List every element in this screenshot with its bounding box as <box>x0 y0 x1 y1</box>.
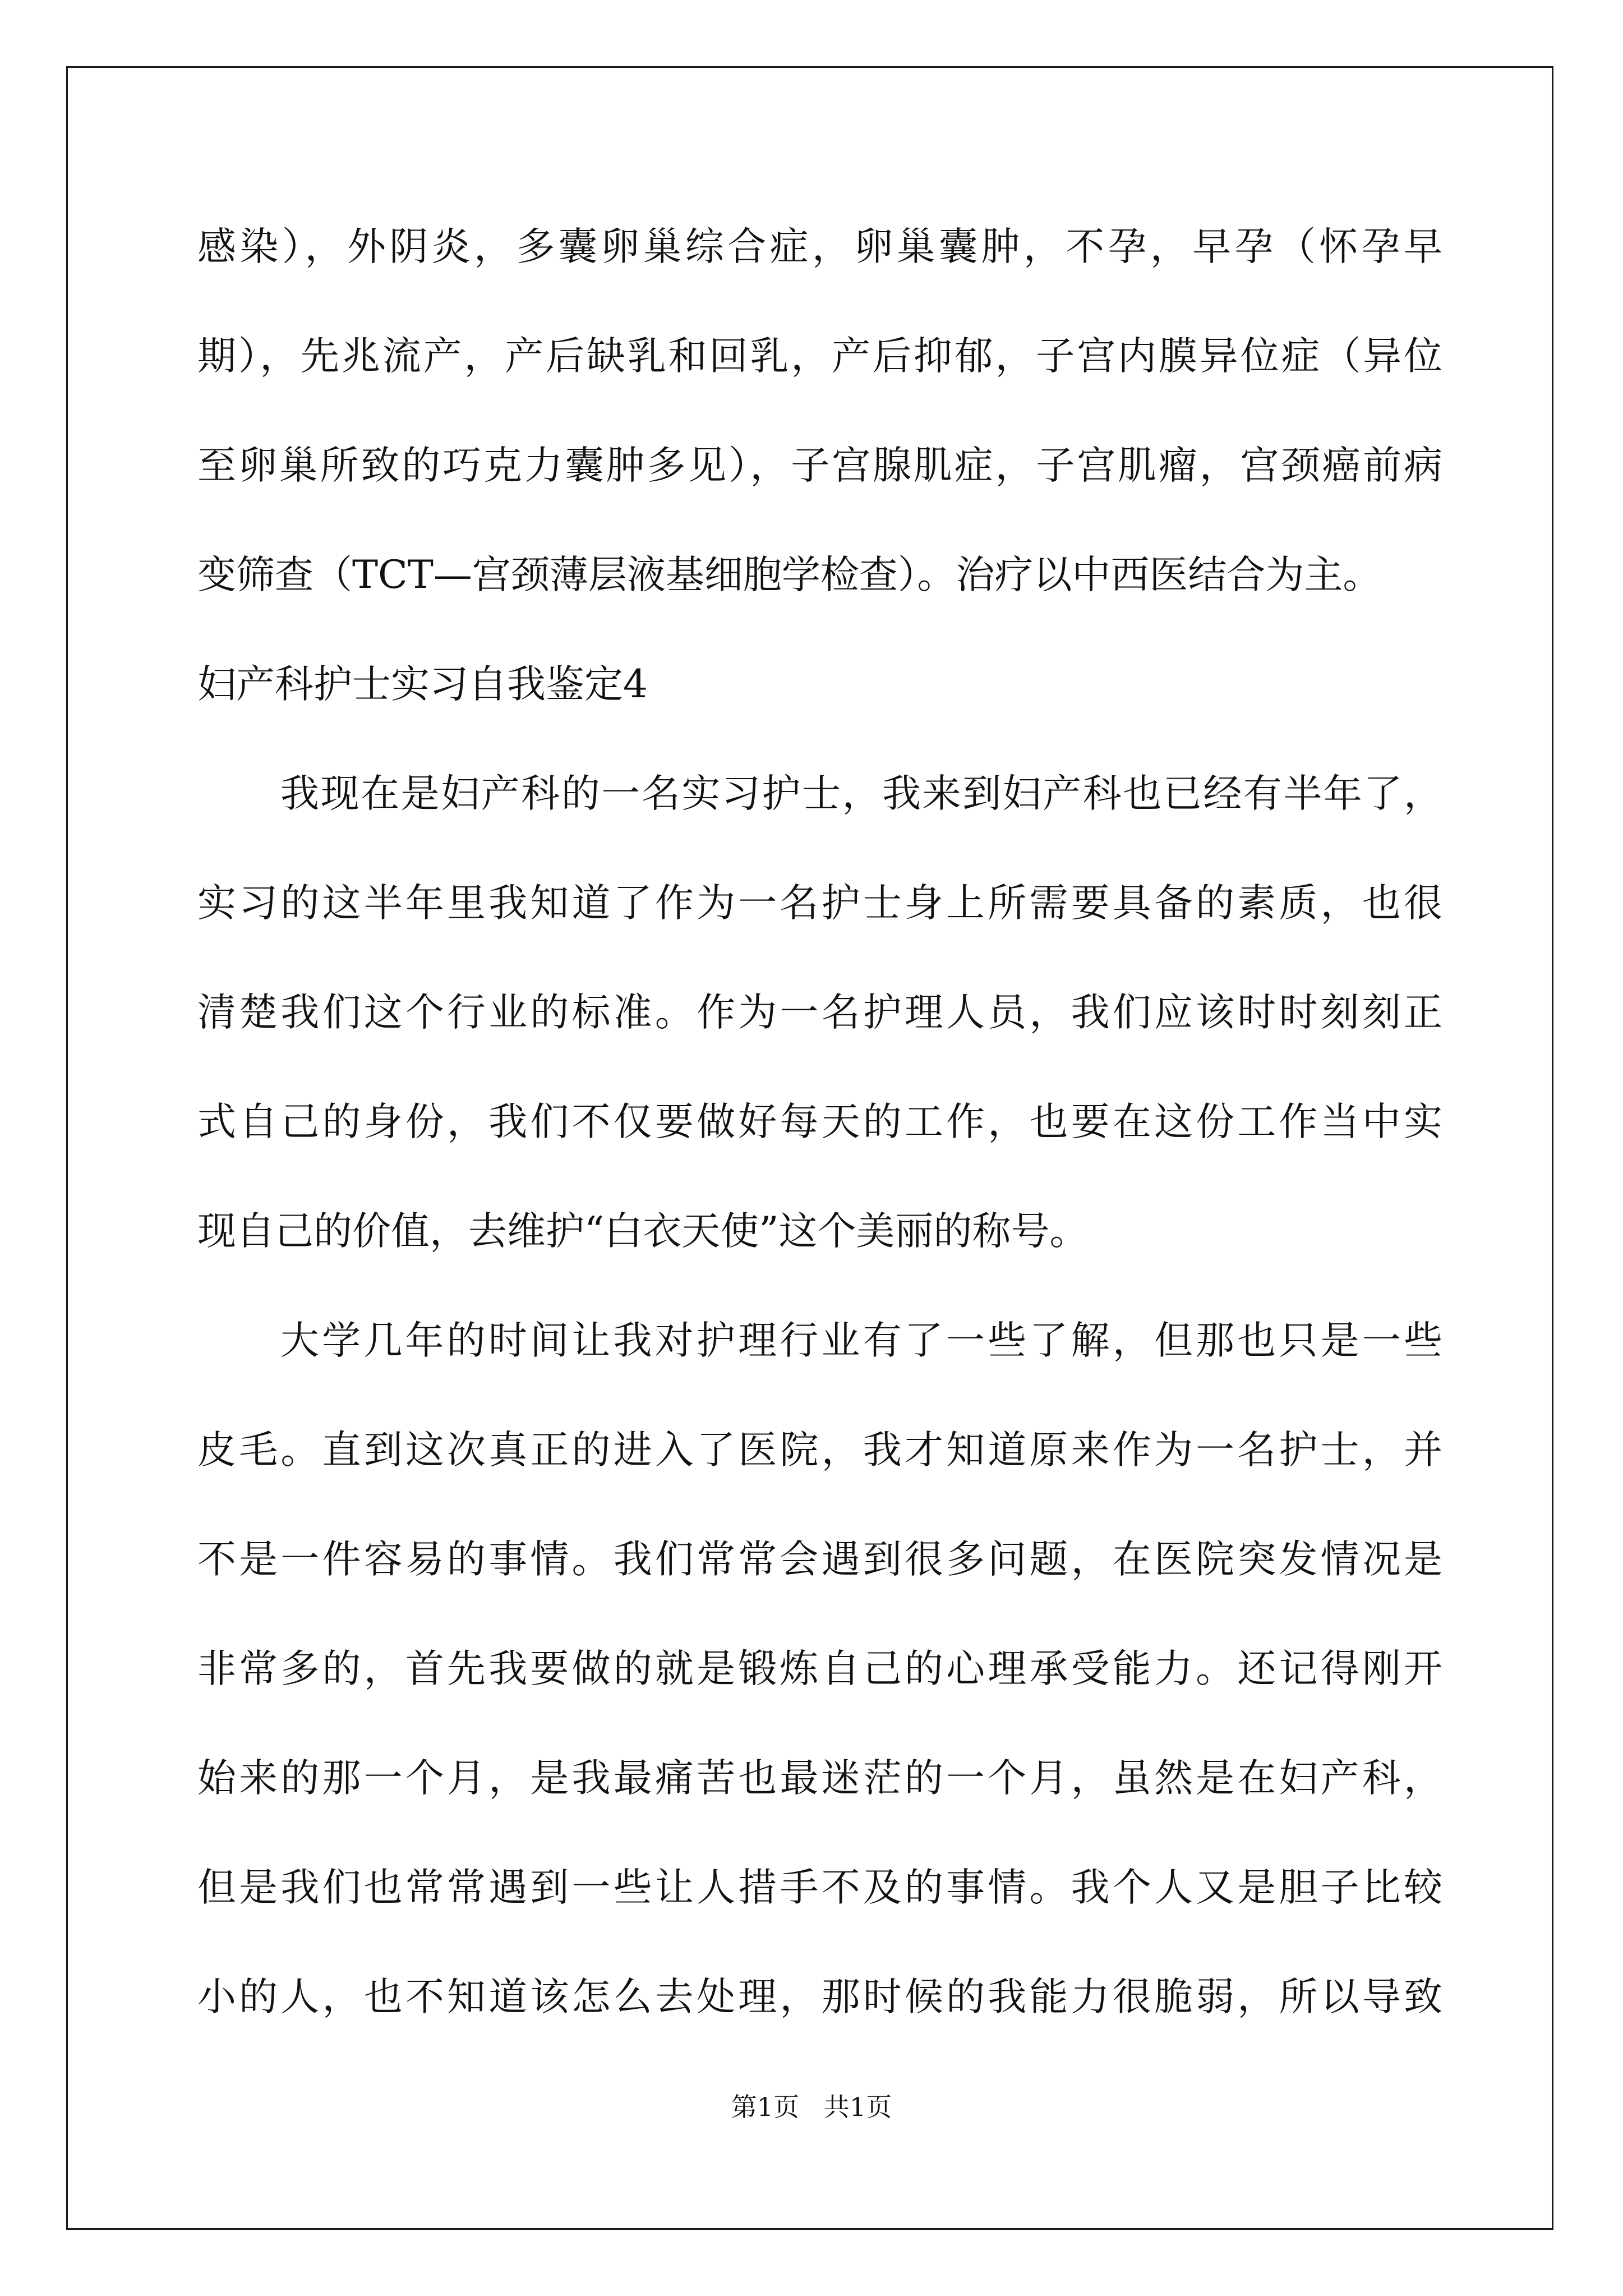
body-text-line: 非常多的，首先我要做的就是锻炼自己的心理承受能力。还记得刚开 <box>197 1646 1442 1691</box>
body-text-line: 清楚我们这个行业的标准。作为一名护理人员，我们应该时时刻刻正 <box>197 990 1442 1035</box>
body-text-line: 皮毛。直到这次真正的进入了医院，我才知道原来作为一名护士，并 <box>197 1428 1442 1473</box>
body-text-line: 期），先兆流产，产后缺乳和回乳，产后抑郁，子宫内膜异位症（异位 <box>197 334 1442 379</box>
body-text-line: 不是一件容易的事情。我们常常会遇到很多问题，在医院突发情况是 <box>197 1537 1442 1582</box>
body-text-line: 现自己的价值，去维护“白衣天使”这个美丽的称号。 <box>197 1209 1089 1254</box>
body-text-line: 始来的那一个月，是我最痛苦也最迷茫的一个月，虽然是在妇产科， <box>197 1756 1442 1801</box>
paragraph-first-line: 我现在是妇产科的一名实习护士，我来到妇产科也已经有半年了， <box>280 771 1442 816</box>
body-text-line: 变筛查（TCT—宫颈薄层液基细胞学检查）。治疗以中西医结合为主。 <box>197 553 1382 597</box>
body-text-line: 小的人，也不知道该怎么去处理，那时候的我能力很脆弱，所以导致 <box>197 1975 1442 2019</box>
page-footer: 第1页 共1页 <box>731 2092 892 2122</box>
body-text-line: 式自己的身份，我们不仅要做好每天的工作，也要在这份工作当中实 <box>197 1099 1442 1144</box>
body-text-line: 至卵巢所致的巧克力囊肿多见），子宫腺肌症，子宫肌瘤，宫颈癌前病 <box>197 443 1442 488</box>
paragraph-first-line: 大学几年的时间让我对护理行业有了一些了解，但那也只是一些 <box>280 1318 1442 1363</box>
body-text-line: 实习的这半年里我知道了作为一名护士身上所需要具备的素质，也很 <box>197 881 1442 926</box>
section-heading: 妇产科护士实习自我鉴定4 <box>197 662 648 707</box>
body-text-line: 感染），外阴炎，多囊卵巢综合症，卵巢囊肿，不孕，早孕（怀孕早 <box>197 224 1442 269</box>
body-text-line: 但是我们也常常遇到一些让人措手不及的事情。我个人又是胆子比较 <box>197 1865 1442 1910</box>
